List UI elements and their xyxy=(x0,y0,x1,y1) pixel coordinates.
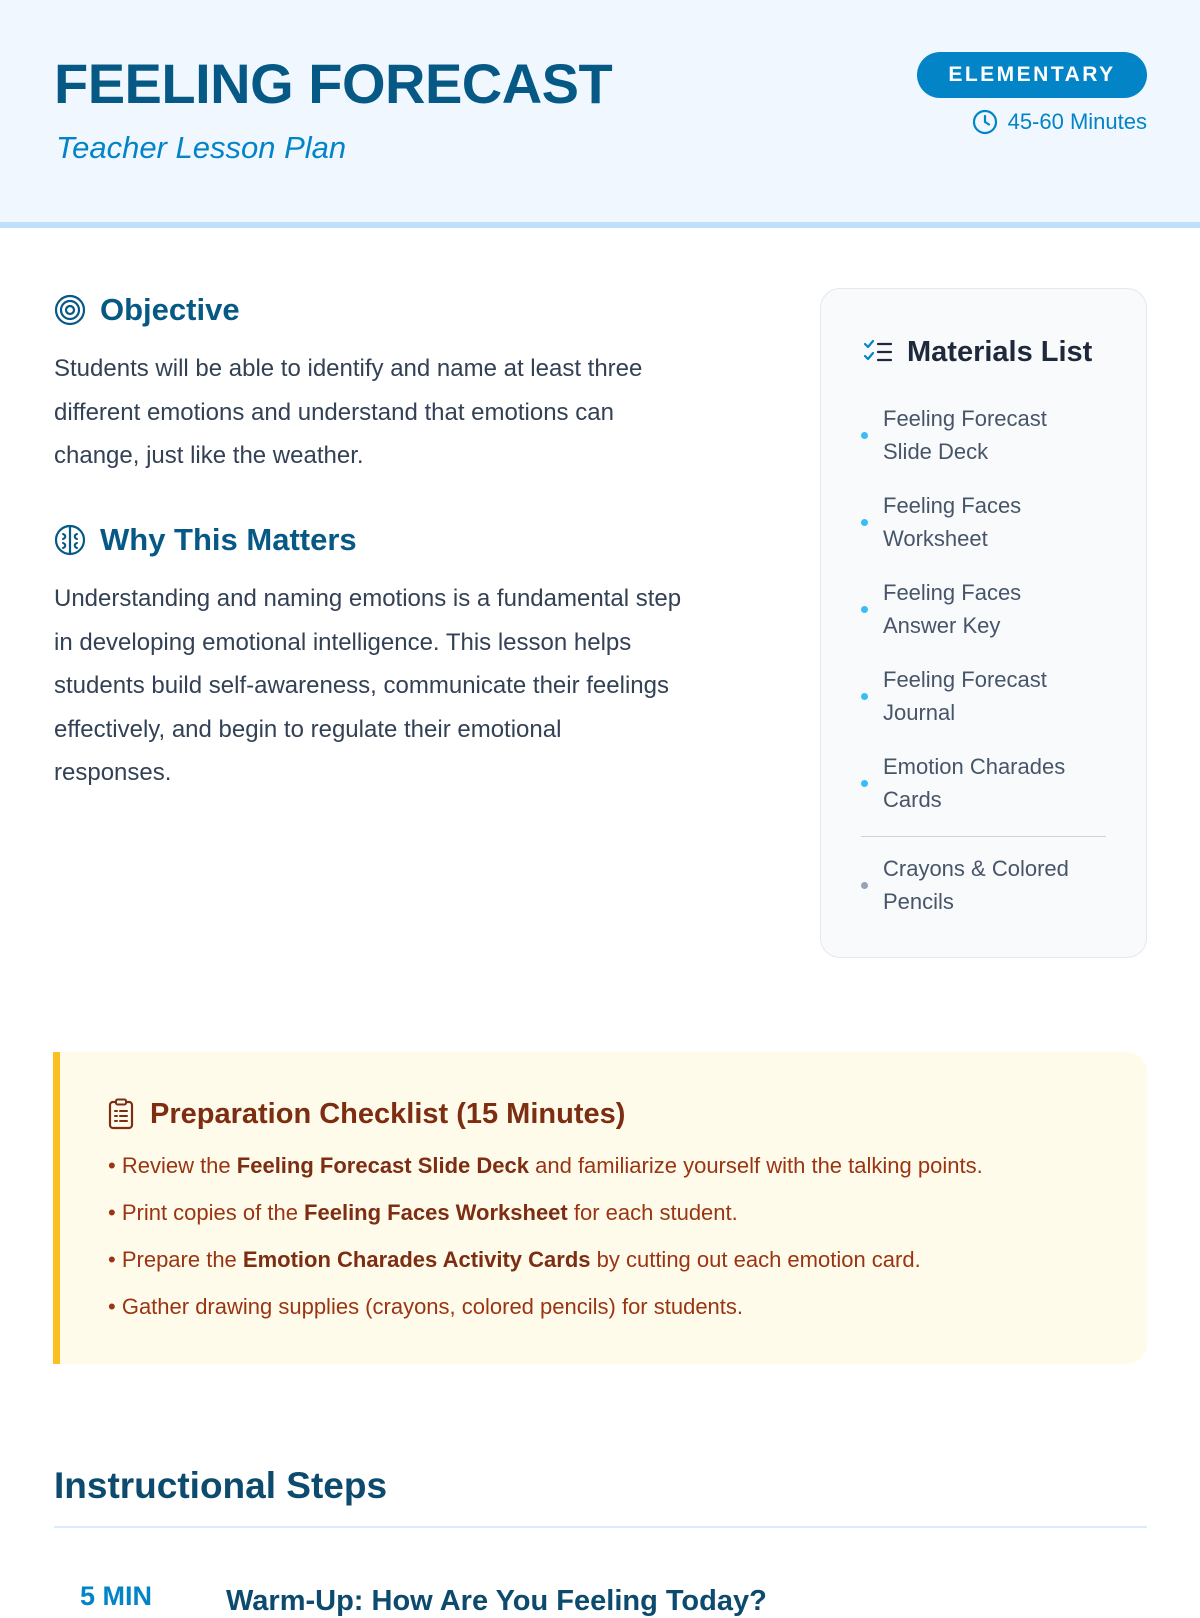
material-item xyxy=(861,576,1111,642)
prep-text: Gather drawing supplies (crayons, colored pencils) for students. xyxy=(121,1294,744,1319)
prep-text: Review the xyxy=(121,1153,237,1178)
duration-text: 45-60 Minutes xyxy=(1007,109,1147,134)
prep-item: • Print copies of the Feeling Faces Worksheet for each student. xyxy=(108,1200,738,1225)
prep-title: Preparation Checklist (15 Minutes) xyxy=(150,1098,626,1130)
material-line: Feeling Faces xyxy=(883,493,1022,518)
material-label xyxy=(883,852,1069,918)
material-item xyxy=(861,489,1111,555)
duration-info xyxy=(972,108,1147,136)
objective-text xyxy=(54,347,774,478)
why-line: in developing emotional intelligence. This lesson helps xyxy=(54,628,632,656)
material-line: Feeling Forecast xyxy=(883,406,1047,431)
bullet-dot xyxy=(861,882,868,889)
material-line: Journal xyxy=(883,700,956,725)
prep-list xyxy=(108,1142,983,1330)
material-label xyxy=(883,750,1065,816)
material-line: Feeling Faces xyxy=(883,580,1022,605)
material-item xyxy=(861,663,1111,729)
why-heading xyxy=(54,522,357,558)
objective-line: change, just like the weather. xyxy=(54,442,364,469)
bullet-dot xyxy=(861,432,868,439)
objective-line: Students will be able to identify and name at least three xyxy=(54,355,643,382)
prep-text: by cutting out each emotion card. xyxy=(590,1247,921,1272)
lesson-header xyxy=(0,0,1200,228)
preparation-checklist xyxy=(53,1052,1147,1364)
material-line: Pencils xyxy=(883,889,954,914)
prep-heading xyxy=(108,1097,625,1131)
prep-item: • Review the Feeling Forecast Slide Deck and familiarize yourself with the talking points. xyxy=(108,1153,983,1178)
objective-line: different emotions and understand that emotions can xyxy=(54,398,614,426)
prep-text: for each student. xyxy=(567,1200,738,1225)
prep-text: and familiarize yourself with the talking points. xyxy=(529,1153,983,1178)
material-line: Feeling Forecast xyxy=(883,667,1047,692)
step-title: Warm-Up: How Are You Feeling Today? xyxy=(226,1585,767,1617)
steps-title: Instructional Steps xyxy=(54,1465,388,1506)
material-line: Worksheet xyxy=(883,526,988,551)
prep-item: • Gather drawing supplies (crayons, colored pencils) for students. xyxy=(108,1294,744,1319)
prep-item: • Prepare the Emotion Charades Activity Cards by cutting out each emotion card. xyxy=(108,1247,921,1272)
why-line: Understanding and naming emotions is a fundamental step xyxy=(54,585,682,612)
why-title: Why This Matters xyxy=(100,522,357,557)
material-item xyxy=(861,402,1111,468)
why-line: students build self-awareness, communicate their feelings xyxy=(54,672,669,699)
why-line: effectively, and begin to regulate their emotional xyxy=(54,715,562,743)
prep-text: Print copies of the xyxy=(121,1200,305,1225)
materials-heading xyxy=(863,335,1092,369)
bullet-dot xyxy=(861,693,868,700)
grade-level-badge: ELEMENTARY xyxy=(917,52,1147,98)
list-checks-icon xyxy=(863,339,893,365)
steps-divider xyxy=(54,1526,1147,1528)
bullet-dot xyxy=(861,780,868,787)
prep-highlight: Feeling Forecast Slide Deck xyxy=(236,1153,530,1178)
material-label xyxy=(883,663,1047,729)
materials-divider xyxy=(861,836,1106,837)
material-label xyxy=(883,489,1021,555)
brain-icon xyxy=(54,524,86,556)
materials-title: Materials List xyxy=(907,336,1093,368)
page-subtitle: Teacher Lesson Plan xyxy=(56,130,347,165)
material-item xyxy=(861,750,1111,816)
objective-heading xyxy=(54,292,240,328)
why-text xyxy=(54,577,774,795)
material-label xyxy=(883,402,1047,468)
step-duration: 5 MIN xyxy=(80,1581,153,1611)
clipboard-icon xyxy=(108,1098,134,1130)
objective-title: Objective xyxy=(100,292,240,327)
why-line: responses. xyxy=(54,759,172,786)
material-line: Cards xyxy=(883,787,942,812)
material-item xyxy=(861,852,1111,918)
bullet-dot xyxy=(861,519,868,526)
page-title: FEELING FORECAST xyxy=(54,52,613,115)
material-line: Emotion Charades xyxy=(883,754,1066,779)
clock-icon xyxy=(972,109,998,135)
prep-highlight: Feeling Faces Worksheet xyxy=(304,1200,568,1225)
prep-text: Prepare the xyxy=(121,1247,243,1272)
bullet-dot xyxy=(861,606,868,613)
material-label xyxy=(883,576,1021,642)
material-line: Answer Key xyxy=(883,613,1001,638)
materials-card xyxy=(820,288,1147,958)
material-line: Crayons & Colored xyxy=(883,856,1069,881)
target-icon xyxy=(54,294,86,326)
material-line: Slide Deck xyxy=(883,439,989,464)
prep-highlight: Emotion Charades Activity Cards xyxy=(242,1247,591,1272)
